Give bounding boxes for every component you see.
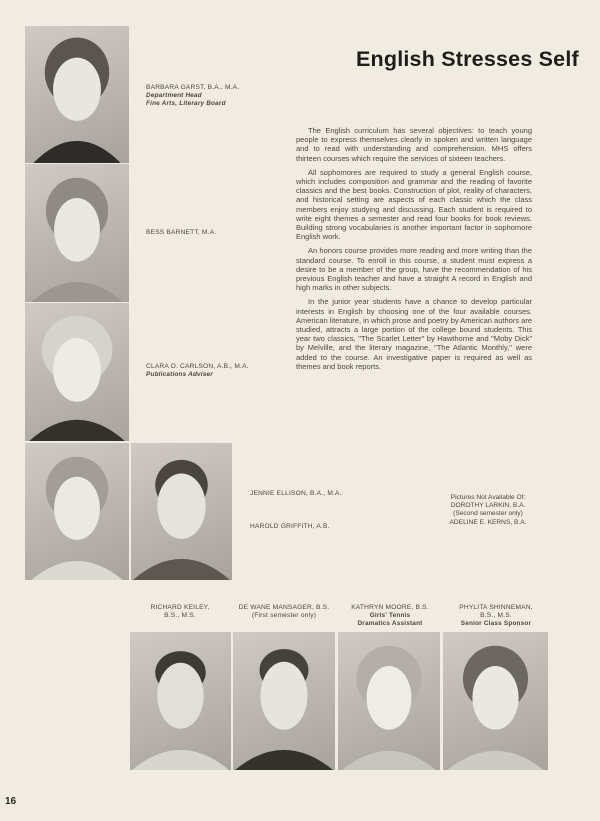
caption-clara-carlson [146,363,266,379]
caption-richard-keiley [130,604,230,620]
role-kathryn-moore-2: Dramatics Assistant [357,620,423,627]
portrait-richard-keiley [130,632,231,770]
portrait-dewane-mansager [233,632,335,770]
paragraph-3: An honors course provides more reading and more writing than the standard course. To enroll in this course, a student must express a desire to be a member of the group, have the recommendation of his previous English teacher and have a straight A record in English and high marks in other subjects. [296,246,532,293]
caption-dewane-mansager [232,604,336,620]
degree-richard-keiley: B.S., M.S. [164,612,196,619]
paragraph-4: In the junior year students have a chance to develop particular interests in English by choosing one of the four available courses. American literature, in which prose and poetry by American authors are studied, attracts a large portion of the college bound students. This year two classics, "The Scarlet Letter" by Hawthorne and "Moby Dick" by Melville, and the literary magazine, "The Atlantic Monthly," were added to the course. An investigative paper is required as well as themes and book reports. [296,297,532,371]
portrait-barbara-garst [25,26,129,163]
role-clara-carlson: Publications Adviser [146,371,213,378]
portrait-harold-griffith [131,443,232,580]
page-number: 16 [5,796,17,807]
name-kathryn-moore: KATHRYN MOORE, B.S. [351,604,429,611]
name-harold-griffith: HAROLD GRIFFITH, A.B. [250,523,330,530]
portrait-jennie-ellison [25,443,129,580]
note-dewane-mansager: (First semester only) [251,612,317,619]
paragraph-1: The English curriculum has several objectives: to teach young people to express themselves clearly in spoken and written language and to read with understanding and comprehension. MHS offers thirteen courses which require the services of sixteen teachers. [296,126,532,163]
caption-phylita-shinneman [444,604,548,628]
name-bess-barnett: BESS BARNETT, M.A. [146,229,217,236]
portrait-phylita-shinneman [443,632,548,770]
caption-kathryn-moore [338,604,442,628]
name-richard-keiley: RICHARD KEILEY, [150,604,210,611]
name-clara-carlson: CLARA O. CARLSON, A.B., M.A. [146,363,249,370]
role-kathryn-moore-1: Girls' Tennis [369,612,411,619]
article-body [296,126,532,376]
not-available-heading: Pictures Not Available Of: [450,494,526,501]
name-dewane-mansager: DE WANE MANSAGER, B.S. [238,604,330,611]
not-available-line-3: ADELINE E. KERNS, B.A. [449,518,527,526]
portrait-bess-barnett [25,164,129,302]
name-phylita-shinneman: PHYLITA SHINNEMAN, [459,604,533,611]
degree-phylita-shinneman: B.S., M.S. [480,612,512,619]
portrait-clara-carlson [25,303,129,441]
name-barbara-garst: BARBARA GARST, B.A., M.A. [146,84,240,91]
caption-bess-barnett [146,229,266,237]
pictures-not-available [430,494,546,527]
paragraph-2: All sophomores are required to study a general English course, which includes composition and grammar and the reading of favorite classics and the best books. Construction of plot, reality of characters, and historical setting are aspects of each classic which the class members enjoy studying and discussing. Each student is required to write eight themes a semester and read four books for book reviews. Building strong vocabularies is another important factor in sophomore English work. [296,167,532,242]
caption-jennie-ellison [250,490,370,498]
not-available-line-1: DOROTHY LARKIN, B.A. [450,502,526,510]
page-title: English Stresses Self [356,47,579,71]
name-jennie-ellison: JENNIE ELLISON, B.A., M.A. [250,490,342,497]
role-barbara-garst-1: Department Head [146,92,202,99]
caption-barbara-garst [146,84,266,108]
role-phylita-shinneman: Senior Class Sponsor [460,620,532,627]
not-available-line-2: (Second semester only) [453,510,523,518]
role-barbara-garst-2: Fine Arts, Literary Board [146,100,226,107]
portrait-kathryn-moore [338,632,440,770]
caption-harold-griffith [250,523,370,531]
